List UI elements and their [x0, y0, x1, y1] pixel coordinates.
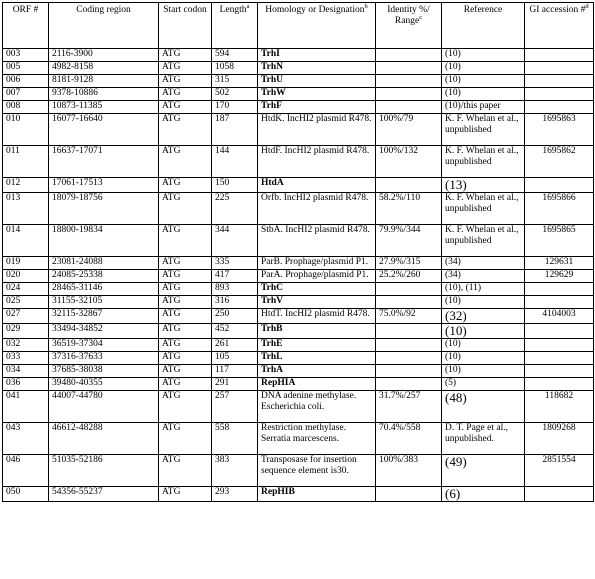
- header-length-label: Length: [219, 5, 247, 15]
- cell-identity: 79.9%/344: [376, 225, 442, 257]
- cell-start-codon: ATG: [159, 225, 212, 257]
- cell-orf: 043: [3, 423, 49, 455]
- cell-gi-accession: [525, 487, 594, 502]
- cell-length: 335: [212, 257, 258, 270]
- cell-orf: 011: [3, 146, 49, 178]
- cell-orf: 033: [3, 352, 49, 365]
- cell-homology: HtdF. IncHI2 plasmid R478.: [258, 146, 376, 178]
- cell-homology: RepHIB: [258, 487, 376, 502]
- cell-start-codon: ATG: [159, 75, 212, 88]
- cell-reference: (6): [442, 487, 525, 502]
- cell-gi-accession: [525, 88, 594, 101]
- cell-orf: 012: [3, 178, 49, 193]
- header-orf: ORF #: [3, 3, 49, 49]
- table-row: [3, 365, 594, 378]
- cell-gi-accession: 4104003: [525, 309, 594, 324]
- table-row: [3, 225, 594, 257]
- cell-identity: [376, 49, 442, 62]
- table-row: [3, 146, 594, 178]
- cell-identity: 27.9%/315: [376, 257, 442, 270]
- cell-coding-region: 10873-11385: [49, 101, 159, 114]
- cell-reference: (10), (11): [442, 283, 525, 296]
- cell-coding-region: 36519-37304: [49, 339, 159, 352]
- cell-start-codon: ATG: [159, 455, 212, 487]
- cell-homology: TrhV: [258, 296, 376, 309]
- cell-homology: TrhF: [258, 101, 376, 114]
- cell-identity: 100%/383: [376, 455, 442, 487]
- cell-length: 316: [212, 296, 258, 309]
- cell-identity: [376, 296, 442, 309]
- cell-coding-region: 23081-24088: [49, 257, 159, 270]
- cell-orf: 019: [3, 257, 49, 270]
- cell-start-codon: ATG: [159, 352, 212, 365]
- cell-length: 144: [212, 146, 258, 178]
- header-gi-label: GI accession #: [529, 5, 586, 15]
- cell-reference: D. T. Page et al., unpublished.: [442, 423, 525, 455]
- cell-reference: (49): [442, 455, 525, 487]
- header-length-sup: a: [246, 2, 250, 10]
- cell-gi-accession: [525, 352, 594, 365]
- cell-reference: (48): [442, 391, 525, 423]
- cell-identity: 70.4%/558: [376, 423, 442, 455]
- cell-reference: (10): [442, 296, 525, 309]
- cell-orf: 034: [3, 365, 49, 378]
- cell-gi-accession: 118682: [525, 391, 594, 423]
- header-gi-sup: d: [585, 2, 589, 10]
- header-homology: [258, 3, 376, 49]
- cell-length: 225: [212, 193, 258, 225]
- cell-gi-accession: 2851554: [525, 455, 594, 487]
- cell-homology: TrhB: [258, 324, 376, 339]
- table-row: [3, 309, 594, 324]
- cell-start-codon: ATG: [159, 296, 212, 309]
- cell-homology: HtdK. IncHI2 plasmid R478.: [258, 114, 376, 146]
- cell-reference: K. F. Whelan et al., unpublished: [442, 225, 525, 257]
- cell-coding-region: 54356-55237: [49, 487, 159, 502]
- cell-homology: Restriction methylase. Serratia marcescens.: [258, 423, 376, 455]
- cell-identity: [376, 75, 442, 88]
- header-gi-accession: [525, 3, 594, 49]
- cell-coding-region: 37316-37633: [49, 352, 159, 365]
- cell-length: 170: [212, 101, 258, 114]
- cell-length: 502: [212, 88, 258, 101]
- cell-identity: [376, 283, 442, 296]
- cell-reference: (10): [442, 88, 525, 101]
- cell-homology: TrhI: [258, 49, 376, 62]
- cell-coding-region: 8181-9128: [49, 75, 159, 88]
- cell-coding-region: 28465-31146: [49, 283, 159, 296]
- cell-identity: [376, 101, 442, 114]
- cell-length: 315: [212, 75, 258, 88]
- cell-gi-accession: 1695865: [525, 225, 594, 257]
- cell-length: 344: [212, 225, 258, 257]
- cell-reference: (10): [442, 324, 525, 339]
- cell-homology: TrhN: [258, 62, 376, 75]
- cell-homology: TrhA: [258, 365, 376, 378]
- cell-gi-accession: [525, 75, 594, 88]
- cell-gi-accession: [525, 62, 594, 75]
- table-row: [3, 193, 594, 225]
- cell-reference: (10)/this paper: [442, 101, 525, 114]
- cell-start-codon: ATG: [159, 114, 212, 146]
- cell-homology: HtdT. IncHI2 plasmid R478.: [258, 309, 376, 324]
- cell-coding-region: 9378-10886: [49, 88, 159, 101]
- cell-identity: 25.2%/260: [376, 270, 442, 283]
- cell-length: 417: [212, 270, 258, 283]
- cell-coding-region: 2116-3900: [49, 49, 159, 62]
- cell-gi-accession: [525, 101, 594, 114]
- cell-gi-accession: 1809268: [525, 423, 594, 455]
- cell-length: 893: [212, 283, 258, 296]
- table-body: [3, 49, 594, 502]
- cell-orf: 010: [3, 114, 49, 146]
- cell-homology: RepHIA: [258, 378, 376, 391]
- cell-coding-region: 44007-44780: [49, 391, 159, 423]
- table-row: [3, 455, 594, 487]
- cell-gi-accession: 129629: [525, 270, 594, 283]
- cell-coding-region: 16637-17071: [49, 146, 159, 178]
- header-homology-label: Homology or Designation: [265, 5, 365, 15]
- cell-reference: (10): [442, 352, 525, 365]
- cell-homology: TrhL: [258, 352, 376, 365]
- header-identity-label: Identity %/ Range: [387, 5, 430, 26]
- cell-identity: [376, 339, 442, 352]
- cell-identity: [376, 88, 442, 101]
- cell-gi-accession: [525, 324, 594, 339]
- cell-gi-accession: 129631: [525, 257, 594, 270]
- cell-coding-region: 17061-17513: [49, 178, 159, 193]
- cell-identity: [376, 324, 442, 339]
- cell-coding-region: 4982-8158: [49, 62, 159, 75]
- cell-orf: 020: [3, 270, 49, 283]
- table-row: [3, 423, 594, 455]
- cell-reference: (10): [442, 62, 525, 75]
- cell-identity: 75.0%/92: [376, 309, 442, 324]
- orf-table-container: [2, 2, 593, 502]
- cell-start-codon: ATG: [159, 391, 212, 423]
- cell-homology: DNA adenine methylase. Escherichia coli.: [258, 391, 376, 423]
- cell-coding-region: 16077-16640: [49, 114, 159, 146]
- table-row: [3, 487, 594, 502]
- table-row: [3, 352, 594, 365]
- cell-reference: (5): [442, 378, 525, 391]
- cell-length: 117: [212, 365, 258, 378]
- cell-start-codon: ATG: [159, 309, 212, 324]
- cell-coding-region: 37685-38038: [49, 365, 159, 378]
- cell-start-codon: ATG: [159, 88, 212, 101]
- table-row: [3, 49, 594, 62]
- cell-length: 291: [212, 378, 258, 391]
- cell-length: 187: [212, 114, 258, 146]
- cell-start-codon: ATG: [159, 423, 212, 455]
- cell-gi-accession: 1695866: [525, 193, 594, 225]
- cell-gi-accession: 1695863: [525, 114, 594, 146]
- cell-gi-accession: [525, 178, 594, 193]
- header-homology-sup: b: [364, 2, 368, 10]
- cell-start-codon: ATG: [159, 487, 212, 502]
- cell-homology: ParA. Prophage/plasmid P1.: [258, 270, 376, 283]
- table-row: [3, 101, 594, 114]
- cell-homology: TrhE: [258, 339, 376, 352]
- cell-start-codon: ATG: [159, 49, 212, 62]
- cell-orf: 041: [3, 391, 49, 423]
- cell-homology: Orfb. IncHI2 plasmid R478.: [258, 193, 376, 225]
- cell-orf: 024: [3, 283, 49, 296]
- header-identity: [376, 3, 442, 49]
- cell-start-codon: ATG: [159, 324, 212, 339]
- header-coding-region: Coding region: [49, 3, 159, 49]
- cell-reference: (10): [442, 75, 525, 88]
- cell-reference: (32): [442, 309, 525, 324]
- cell-length: 452: [212, 324, 258, 339]
- cell-length: 250: [212, 309, 258, 324]
- cell-coding-region: 31155-32105: [49, 296, 159, 309]
- cell-gi-accession: [525, 365, 594, 378]
- cell-start-codon: ATG: [159, 101, 212, 114]
- table-row: [3, 391, 594, 423]
- cell-coding-region: 18800-19834: [49, 225, 159, 257]
- cell-gi-accession: [525, 49, 594, 62]
- table-row: [3, 283, 594, 296]
- cell-identity: 100%/79: [376, 114, 442, 146]
- cell-orf: 006: [3, 75, 49, 88]
- table-row: [3, 324, 594, 339]
- cell-orf: 008: [3, 101, 49, 114]
- cell-reference: (34): [442, 270, 525, 283]
- cell-reference: (13): [442, 178, 525, 193]
- table-row: [3, 75, 594, 88]
- cell-start-codon: ATG: [159, 365, 212, 378]
- cell-orf: 013: [3, 193, 49, 225]
- cell-start-codon: ATG: [159, 270, 212, 283]
- cell-gi-accession: 1695862: [525, 146, 594, 178]
- cell-homology: HtdA: [258, 178, 376, 193]
- cell-reference: (10): [442, 339, 525, 352]
- cell-reference: K. F. Whelan et al., unpublished: [442, 146, 525, 178]
- cell-length: 293: [212, 487, 258, 502]
- table-row: [3, 378, 594, 391]
- cell-orf: 036: [3, 378, 49, 391]
- cell-coding-region: 51035-52186: [49, 455, 159, 487]
- cell-coding-region: 32115-32867: [49, 309, 159, 324]
- cell-identity: [376, 178, 442, 193]
- table-row: [3, 114, 594, 146]
- cell-homology: TrhC: [258, 283, 376, 296]
- cell-start-codon: ATG: [159, 257, 212, 270]
- cell-orf: 027: [3, 309, 49, 324]
- cell-start-codon: ATG: [159, 146, 212, 178]
- cell-homology: TrhW: [258, 88, 376, 101]
- cell-gi-accession: [525, 339, 594, 352]
- cell-orf: 005: [3, 62, 49, 75]
- table-row: [3, 339, 594, 352]
- cell-orf: 003: [3, 49, 49, 62]
- cell-identity: 100%/132: [376, 146, 442, 178]
- orf-table: [2, 2, 594, 502]
- cell-gi-accession: [525, 296, 594, 309]
- cell-orf: 046: [3, 455, 49, 487]
- cell-homology: Transposase for insertion sequence element is30.: [258, 455, 376, 487]
- cell-reference: K. F. Whelan et al., unpublished: [442, 193, 525, 225]
- cell-orf: 007: [3, 88, 49, 101]
- cell-homology: ParB. Prophage/plasmid P1.: [258, 257, 376, 270]
- cell-orf: 029: [3, 324, 49, 339]
- cell-orf: 032: [3, 339, 49, 352]
- table-row: [3, 178, 594, 193]
- cell-orf: 050: [3, 487, 49, 502]
- table-row: [3, 62, 594, 75]
- cell-length: 594: [212, 49, 258, 62]
- cell-length: 1058: [212, 62, 258, 75]
- header-reference: Reference: [442, 3, 525, 49]
- cell-coding-region: 46612-48288: [49, 423, 159, 455]
- cell-start-codon: ATG: [159, 62, 212, 75]
- cell-reference: (10): [442, 49, 525, 62]
- cell-coding-region: 39480-40355: [49, 378, 159, 391]
- table-row: [3, 88, 594, 101]
- cell-identity: [376, 62, 442, 75]
- cell-orf: 014: [3, 225, 49, 257]
- cell-identity: [376, 352, 442, 365]
- header-identity-sup: c: [419, 13, 423, 21]
- table-row: [3, 296, 594, 309]
- cell-length: 558: [212, 423, 258, 455]
- cell-gi-accession: [525, 283, 594, 296]
- cell-reference: K. F. Whelan et al., unpublished: [442, 114, 525, 146]
- header-start-codon: Start codon: [159, 3, 212, 49]
- cell-length: 261: [212, 339, 258, 352]
- cell-reference: (10): [442, 365, 525, 378]
- cell-start-codon: ATG: [159, 193, 212, 225]
- header-length: [212, 3, 258, 49]
- cell-length: 105: [212, 352, 258, 365]
- cell-coding-region: 24085-25338: [49, 270, 159, 283]
- table-row: [3, 257, 594, 270]
- cell-homology: TrhU: [258, 75, 376, 88]
- cell-start-codon: ATG: [159, 339, 212, 352]
- table-row: [3, 270, 594, 283]
- cell-length: 383: [212, 455, 258, 487]
- cell-identity: [376, 378, 442, 391]
- cell-identity: [376, 365, 442, 378]
- header-row: [3, 3, 594, 49]
- cell-identity: [376, 487, 442, 502]
- cell-reference: (34): [442, 257, 525, 270]
- cell-coding-region: 33494-34852: [49, 324, 159, 339]
- cell-gi-accession: [525, 378, 594, 391]
- cell-orf: 025: [3, 296, 49, 309]
- cell-start-codon: ATG: [159, 178, 212, 193]
- cell-start-codon: ATG: [159, 378, 212, 391]
- cell-length: 150: [212, 178, 258, 193]
- cell-identity: 31.7%/257: [376, 391, 442, 423]
- cell-length: 257: [212, 391, 258, 423]
- cell-identity: 58.2%/110: [376, 193, 442, 225]
- cell-homology: StbA. IncHI2 plasmid R478.: [258, 225, 376, 257]
- cell-start-codon: ATG: [159, 283, 212, 296]
- cell-coding-region: 18079-18756: [49, 193, 159, 225]
